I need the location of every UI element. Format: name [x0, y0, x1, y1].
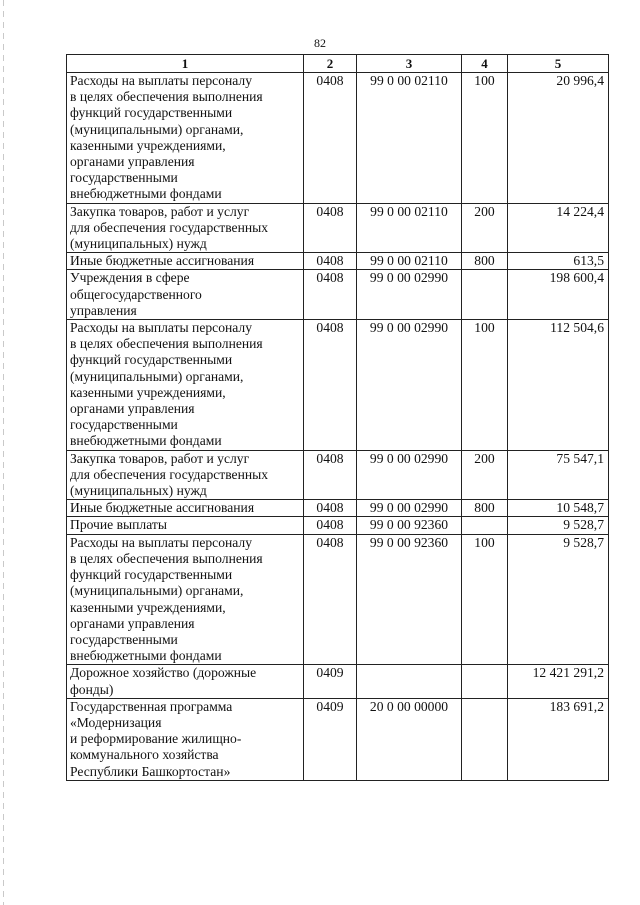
cell-type: 200: [462, 203, 508, 253]
table-row: [67, 73, 609, 204]
cell-code: 99 0 00 92360: [357, 517, 462, 534]
cell-section: 0408: [304, 320, 357, 451]
cell-code: 99 0 00 02990: [357, 450, 462, 500]
cell-name-line: функций государственными: [70, 105, 233, 121]
column-header-name: 1: [67, 55, 304, 73]
cell-type: 200: [462, 450, 508, 500]
column-header-type: 4: [462, 55, 508, 73]
cell-section: 0409: [304, 698, 357, 780]
cell-name-line: функций государственными: [70, 567, 233, 583]
cell-name: [67, 203, 304, 253]
cell-name-line: Прочие выплаты: [70, 517, 167, 533]
cell-name-line: органами управления: [70, 401, 195, 417]
cell-name-line: казенными учреждениями,: [70, 384, 226, 400]
cell-name-line: органами управления: [70, 154, 195, 170]
cell-type: 800: [462, 253, 508, 270]
cell-name: [67, 450, 304, 500]
cell-name-line: общегосударственного: [70, 286, 202, 302]
cell-name-line: внебюджетными фондами: [70, 433, 222, 449]
cell-amount: 14 224,4: [508, 203, 609, 253]
cell-amount: 613,5: [508, 253, 609, 270]
cell-name-line: Дорожное хозяйство (дорожные: [70, 665, 257, 681]
cell-name-line: в целях обеспечения выполнения: [70, 89, 263, 105]
column-header-amount: 5: [508, 55, 609, 73]
cell-name-line: (муниципальных) нужд: [70, 236, 207, 252]
scan-edge-mark: [3, 0, 4, 905]
cell-name-line: для обеспечения государственных: [70, 219, 269, 235]
cell-code: 99 0 00 02990: [357, 320, 462, 451]
cell-name-line: Расходы на выплаты персоналу: [70, 320, 252, 336]
cell-name: [67, 253, 304, 270]
cell-name-line: функций государственными: [70, 352, 233, 368]
cell-name: [67, 665, 304, 698]
cell-section: 0408: [304, 203, 357, 253]
cell-type: [462, 270, 508, 320]
cell-amount: 9 528,7: [508, 517, 609, 534]
cell-code: 99 0 00 02990: [357, 270, 462, 320]
cell-name-line: коммунального хозяйства: [70, 747, 219, 763]
table-row: [67, 320, 609, 451]
table-row: [67, 203, 609, 253]
cell-name-line: (муниципальными) органами,: [70, 368, 244, 384]
cell-name-line: внебюджетными фондами: [70, 186, 222, 202]
table-row: [67, 500, 609, 517]
cell-name: [67, 320, 304, 451]
cell-type: 100: [462, 534, 508, 665]
cell-amount: 20 996,4: [508, 73, 609, 204]
cell-type: [462, 665, 508, 698]
cell-section: 0408: [304, 253, 357, 270]
cell-type: [462, 698, 508, 780]
cell-section: 0408: [304, 73, 357, 204]
budget-table: [66, 54, 609, 781]
header-row: [67, 55, 609, 73]
cell-amount: 112 504,6: [508, 320, 609, 451]
cell-name-line: управления: [70, 302, 137, 318]
cell-name-line: фонды): [70, 681, 114, 697]
table-row: [67, 698, 609, 780]
cell-name-line: Государственная программа: [70, 698, 233, 714]
cell-name-line: и реформирование жилищно-: [70, 731, 242, 747]
cell-name-line: Учреждения в сфере: [70, 270, 190, 286]
cell-name-line: для обеспечения государственных: [70, 466, 269, 482]
cell-code: 99 0 00 02110: [357, 73, 462, 204]
cell-amount: 198 600,4: [508, 270, 609, 320]
page-number: 82: [314, 36, 326, 50]
cell-name-line: Республики Башкортостан»: [70, 763, 231, 779]
cell-amount: 9 528,7: [508, 534, 609, 665]
cell-section: 0408: [304, 534, 357, 665]
table-row: [67, 270, 609, 320]
cell-name-line: в целях обеспечения выполнения: [70, 336, 263, 352]
cell-section: 0409: [304, 665, 357, 698]
cell-name-line: Закупка товаров, работ и услуг: [70, 203, 250, 219]
cell-code: 20 0 00 00000: [357, 698, 462, 780]
cell-amount: 183 691,2: [508, 698, 609, 780]
column-header-code: 3: [357, 55, 462, 73]
table-row: [67, 253, 609, 270]
cell-code: 99 0 00 02110: [357, 203, 462, 253]
cell-name-line: Иные бюджетные ассигнования: [70, 253, 255, 269]
cell-name-line: государственными: [70, 170, 178, 186]
cell-name-line: государственными: [70, 631, 178, 647]
cell-code: 99 0 00 92360: [357, 534, 462, 665]
table-row: [67, 517, 609, 534]
cell-name-line: казенными учреждениями,: [70, 137, 226, 153]
cell-code: 99 0 00 02990: [357, 500, 462, 517]
table-row: [67, 450, 609, 500]
cell-type: 800: [462, 500, 508, 517]
cell-type: [462, 517, 508, 534]
cell-section: 0408: [304, 450, 357, 500]
cell-name: [67, 73, 304, 204]
cell-name: [67, 534, 304, 665]
cell-name-line: Иные бюджетные ассигнования: [70, 500, 255, 516]
cell-name-line: (муниципальных) нужд: [70, 483, 207, 499]
cell-name: [67, 500, 304, 517]
cell-code: [357, 665, 462, 698]
cell-name-line: внебюджетными фондами: [70, 648, 222, 664]
table-row: [67, 665, 609, 698]
cell-section: 0408: [304, 270, 357, 320]
cell-name: [67, 698, 304, 780]
cell-name-line: казенными учреждениями,: [70, 599, 226, 615]
cell-name-line: органами управления: [70, 615, 195, 631]
cell-amount: 10 548,7: [508, 500, 609, 517]
cell-code: 99 0 00 02110: [357, 253, 462, 270]
cell-amount: 12 421 291,2: [508, 665, 609, 698]
cell-name-line: (муниципальными) органами,: [70, 583, 244, 599]
cell-name-line: «Модернизация: [70, 714, 162, 730]
cell-name-line: Расходы на выплаты персоналу: [70, 73, 252, 88]
cell-type: 100: [462, 320, 508, 451]
cell-name-line: (муниципальными) органами,: [70, 121, 244, 137]
cell-name-line: Расходы на выплаты персоналу: [70, 534, 252, 550]
cell-name-line: в целях обеспечения выполнения: [70, 550, 263, 566]
cell-name-line: Закупка товаров, работ и услуг: [70, 450, 250, 466]
cell-name-line: государственными: [70, 417, 178, 433]
cell-section: 0408: [304, 500, 357, 517]
cell-name: [67, 517, 304, 534]
table-body: [67, 73, 609, 781]
cell-type: 100: [462, 73, 508, 204]
cell-name: [67, 270, 304, 320]
cell-amount: 75 547,1: [508, 450, 609, 500]
cell-section: 0408: [304, 517, 357, 534]
column-header-section: 2: [304, 55, 357, 73]
table-row: [67, 534, 609, 665]
